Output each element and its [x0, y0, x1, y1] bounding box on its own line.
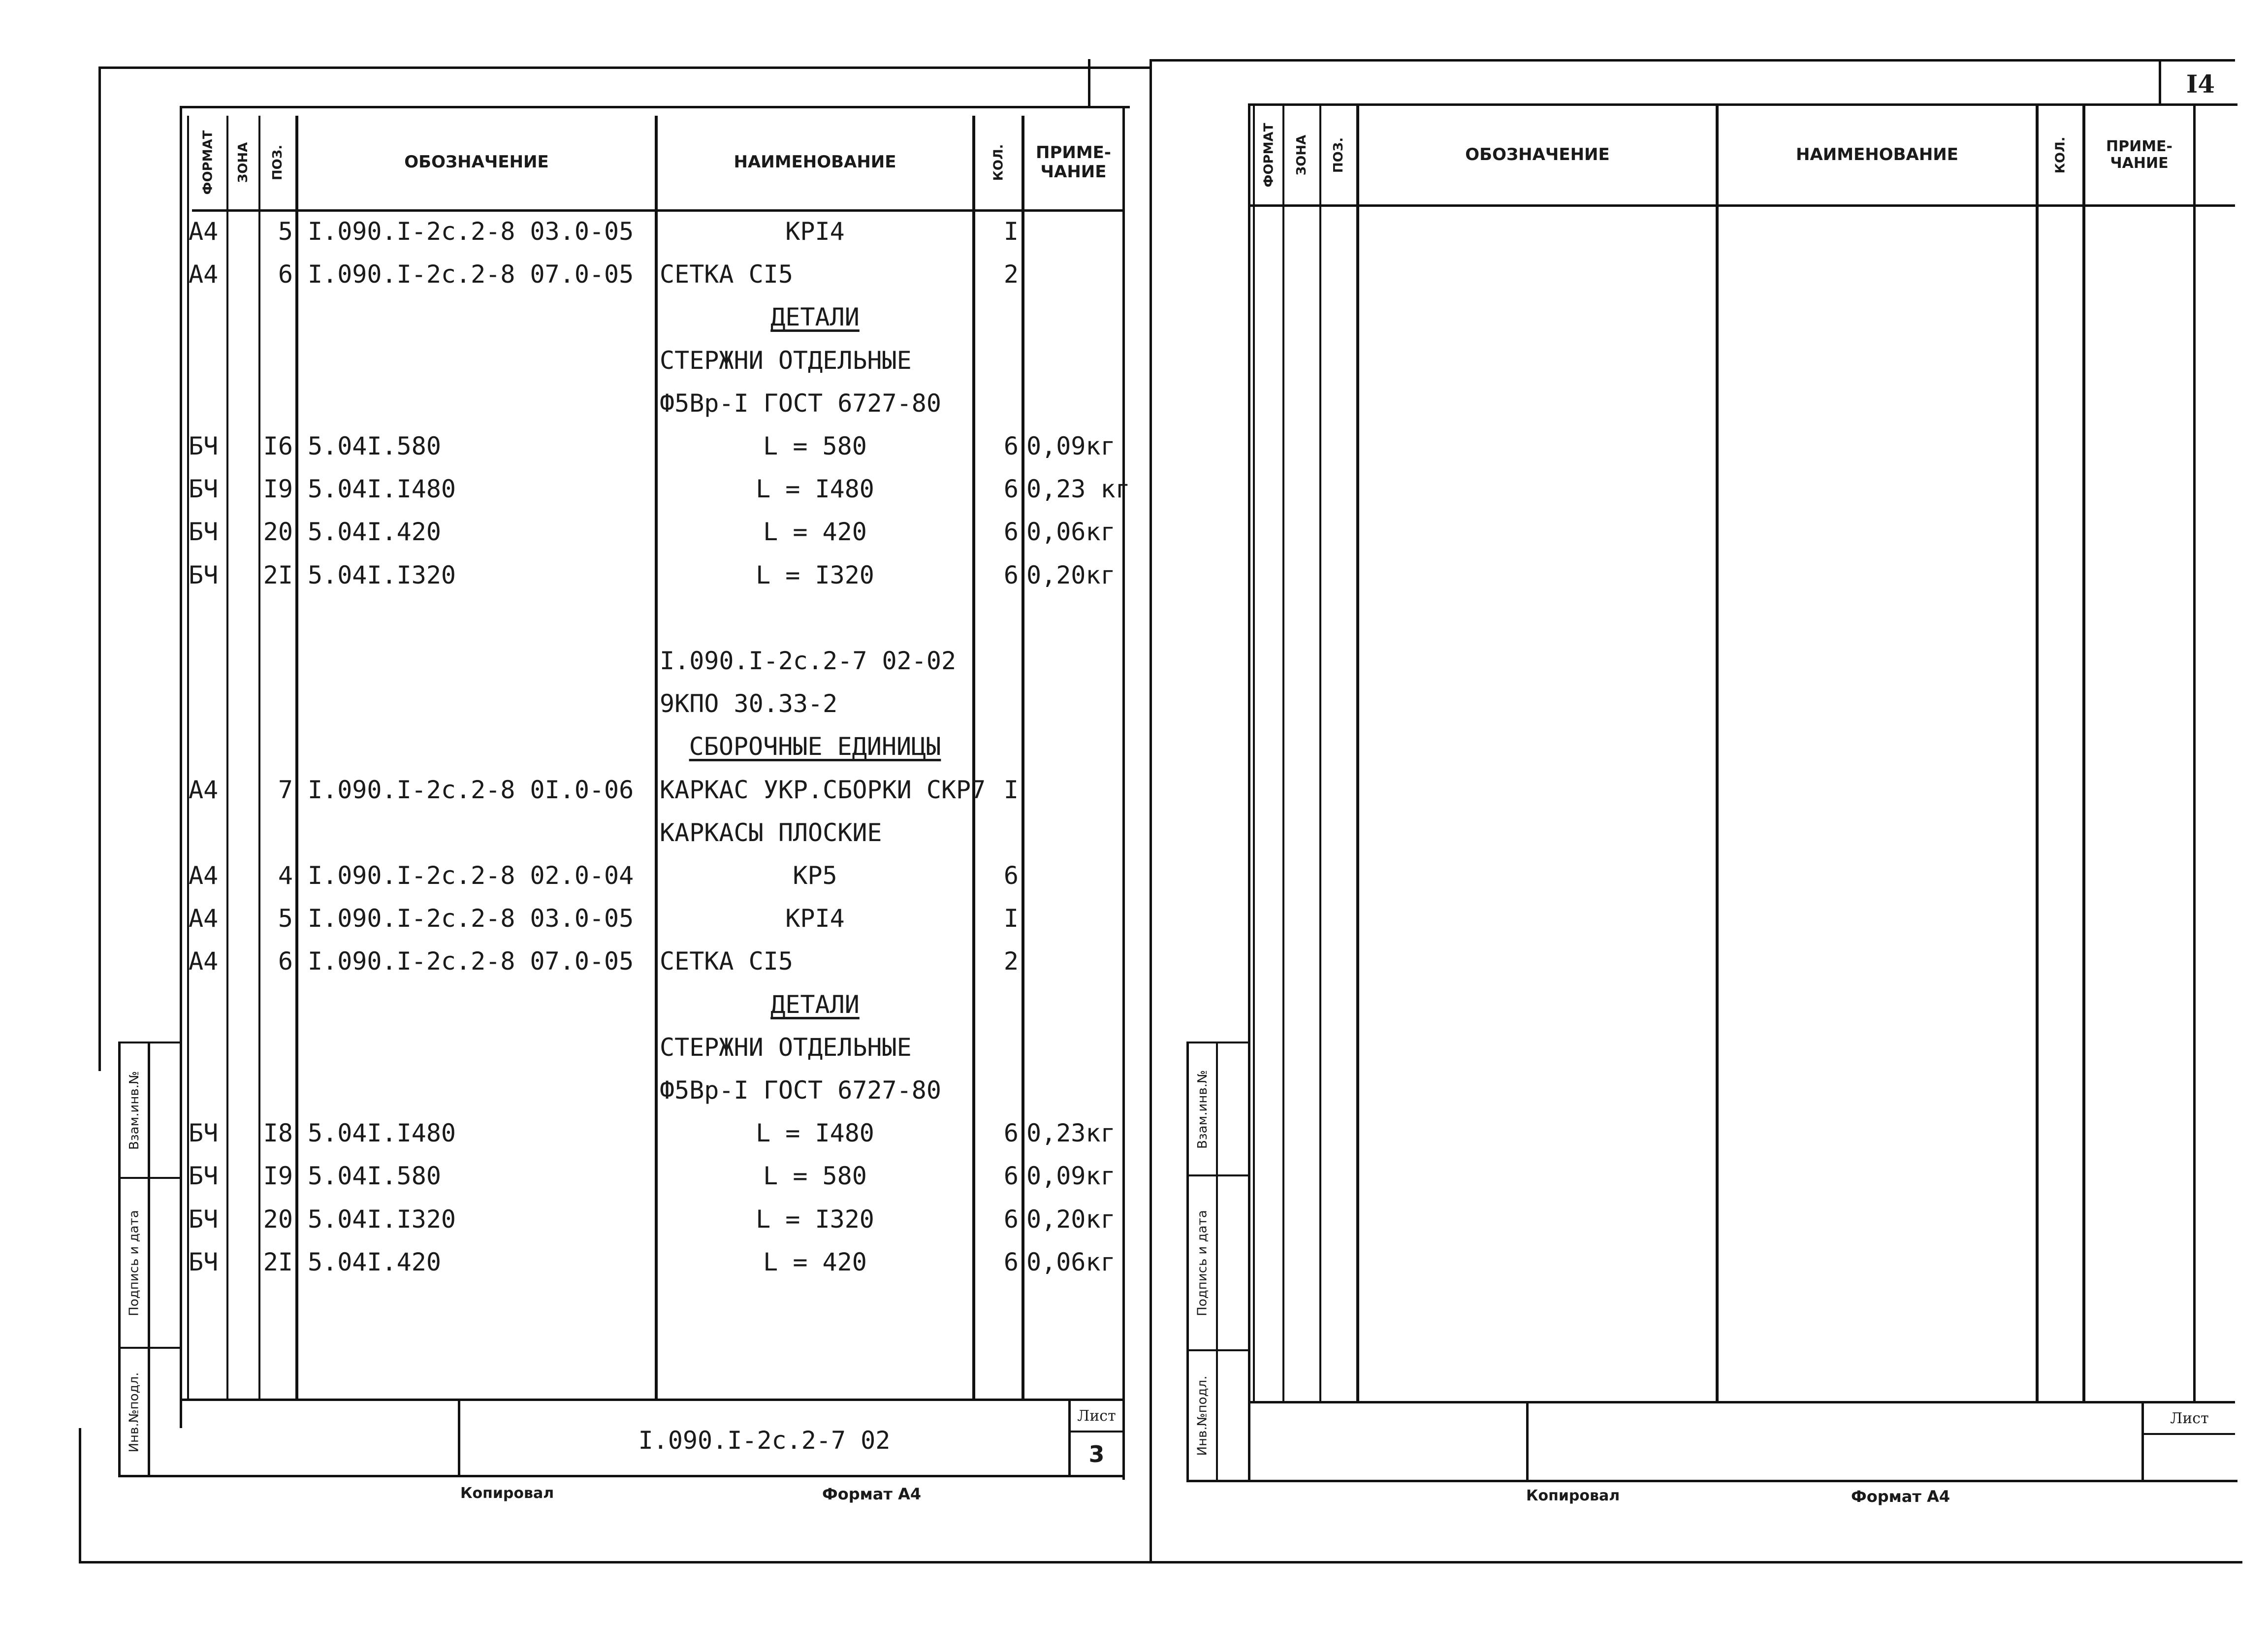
- table-row: [0, 682, 1122, 725]
- pos-cell: [260, 295, 293, 339]
- header-zone: ЗОНА: [236, 142, 251, 183]
- note-cell: [1026, 983, 1125, 1026]
- header-qty: КОЛ.: [990, 144, 1006, 181]
- designation-cell: [308, 983, 652, 1026]
- sheet-label: Лист: [2170, 1409, 2209, 1427]
- qty-cell: 6: [1003, 861, 1019, 890]
- note-cell: [1026, 725, 1125, 768]
- designation-cell: [308, 1026, 652, 1069]
- pos-cell: [260, 983, 293, 1026]
- qty-cell: 6: [1003, 432, 1019, 460]
- table-row: [0, 510, 1122, 554]
- name-cell: СЕТКА СI5: [660, 260, 793, 289]
- format-cell: [189, 1026, 228, 1069]
- table-row: [0, 854, 1122, 897]
- designation-cell: [308, 639, 652, 683]
- side-label-signature-date: Подпись и дата: [127, 1210, 142, 1316]
- qty-cell: 2: [1003, 947, 1019, 976]
- name-cell: L = I480: [756, 1119, 874, 1148]
- header-format: ФОРМАТ: [200, 130, 216, 195]
- name-cell: [660, 596, 974, 640]
- format-cell: А4: [189, 904, 219, 933]
- name-cell: Ф5Вр-I ГОСТ 6727-80: [660, 1076, 941, 1105]
- qty-cell: 6: [1003, 475, 1019, 504]
- name-cell: КАРКАС УКР.СБОРКИ СКР7: [660, 775, 986, 804]
- table-row: [0, 983, 1122, 1026]
- designation-cell: [308, 339, 652, 382]
- note-cell: [1026, 339, 1125, 382]
- note-cell: 0,06кг: [1026, 518, 1116, 547]
- note-cell: [1026, 382, 1125, 425]
- format-cell: [189, 339, 228, 382]
- table-row: [0, 339, 1122, 382]
- format-cell: [189, 682, 228, 725]
- table-row: [0, 295, 1122, 339]
- header-pos: ПОЗ.: [1331, 137, 1346, 173]
- name-cell: КРI4: [785, 904, 845, 933]
- header-name: НАИМЕНОВАНИЕ: [734, 152, 896, 172]
- table-row: [0, 554, 1122, 597]
- designation-cell: [308, 811, 652, 854]
- header-note: ПРИМЕ- ЧАНИЕ: [2106, 137, 2172, 172]
- note-cell: [1026, 1026, 1125, 1069]
- pos-cell: 4: [278, 861, 293, 890]
- pos-cell: [260, 811, 293, 854]
- designation-cell: [308, 682, 652, 725]
- table-row: [0, 940, 1122, 983]
- table-row: [0, 639, 1122, 683]
- designation-cell: 5.04I.I320: [308, 560, 456, 589]
- name-cell: СЕТКА СI5: [660, 947, 793, 976]
- format-cell: БЧ: [189, 1205, 219, 1234]
- table-row: [0, 1154, 1122, 1198]
- pos-cell: [260, 1026, 293, 1069]
- qty-cell: [975, 811, 1019, 854]
- pos-cell: I9: [263, 1162, 293, 1191]
- qty-cell: [975, 339, 1019, 382]
- name-cell: I.090.I-2с.2-7 02-02: [660, 647, 957, 675]
- designation-cell: 5.04I.I480: [308, 475, 456, 504]
- pos-cell: 20: [263, 518, 293, 547]
- name-cell: L = I320: [756, 1205, 874, 1234]
- format-cell: А4: [189, 861, 219, 890]
- note-cell: [1026, 854, 1125, 897]
- side-label-inv-original: Инв.№подл.: [1195, 1375, 1210, 1456]
- header-name: НАИМЕНОВАНИЕ: [1795, 145, 1958, 165]
- format-cell: [189, 1069, 228, 1112]
- designation-cell: 5.04I.420: [308, 1247, 441, 1276]
- name-cell: 9КПО 30.33-2: [660, 689, 838, 718]
- note-cell: [1026, 596, 1125, 640]
- table-row: [0, 1111, 1122, 1155]
- designation-cell: I.090.I-2с.2-8 0I.0-06: [308, 775, 634, 804]
- qty-cell: [975, 382, 1019, 425]
- table-row: [0, 596, 1122, 640]
- format-cell: А4: [189, 217, 219, 246]
- qty-cell: [975, 983, 1019, 1026]
- name-cell: КРI4: [785, 217, 845, 246]
- pos-cell: I6: [263, 432, 293, 460]
- table-row: [0, 897, 1122, 940]
- format-cell: [189, 811, 228, 854]
- format-cell: А4: [189, 260, 219, 289]
- note-cell: [1026, 682, 1125, 725]
- note-cell: 0,09кг: [1026, 1162, 1116, 1191]
- format-cell: БЧ: [189, 475, 219, 504]
- side-label-replace-inv: Взам.инв.№: [127, 1071, 142, 1150]
- name-cell: L = 580: [763, 432, 867, 460]
- pos-cell: I9: [263, 475, 293, 504]
- qty-cell: 6: [1003, 1162, 1019, 1191]
- note-cell: [1026, 253, 1125, 296]
- name-cell: L = 420: [763, 518, 867, 547]
- format-cell: А4: [189, 775, 219, 804]
- note-cell: [1026, 940, 1125, 983]
- name-cell: СТЕРЖНИ ОТДЕЛЬНЫЕ: [660, 1033, 912, 1062]
- name-cell: СБОРОЧНЫЕ ЕДИНИЦЫ: [689, 732, 941, 761]
- designation-cell: 5.04I.580: [308, 432, 441, 460]
- pos-cell: [260, 596, 293, 640]
- qty-cell: 6: [1003, 1205, 1019, 1234]
- format-cell: [189, 639, 228, 683]
- table-row: [0, 253, 1122, 296]
- pos-cell: [260, 639, 293, 683]
- format-cell: БЧ: [189, 1162, 219, 1191]
- format-cell: [189, 295, 228, 339]
- name-cell: КАРКАСЫ ПЛОСКИЕ: [660, 818, 882, 847]
- pos-cell: 5: [278, 217, 293, 246]
- format-cell: БЧ: [189, 1247, 219, 1276]
- name-cell: L = I320: [756, 560, 874, 589]
- side-label-inv-original: Инв.№подл.: [127, 1372, 142, 1452]
- table-row: [0, 210, 1122, 253]
- qty-cell: [975, 1026, 1019, 1069]
- qty-cell: 6: [1003, 1247, 1019, 1276]
- pos-cell: [260, 1069, 293, 1112]
- format-cell: БЧ: [189, 432, 219, 460]
- name-cell: L = 580: [763, 1162, 867, 1191]
- note-cell: [1026, 295, 1125, 339]
- format-cell: БЧ: [189, 518, 219, 547]
- pos-cell: 6: [278, 260, 293, 289]
- designation-cell: [308, 725, 652, 768]
- note-cell: 0,06кг: [1026, 1247, 1116, 1276]
- pos-cell: [260, 339, 293, 382]
- pos-cell: 2I: [263, 1247, 293, 1276]
- footer-format: Формат А4: [1851, 1487, 1950, 1506]
- format-cell: [189, 382, 228, 425]
- qty-cell: [975, 1069, 1019, 1112]
- qty-cell: [975, 596, 1019, 640]
- qty-cell: [975, 639, 1019, 683]
- table-row: [0, 467, 1130, 511]
- name-cell: L = 420: [763, 1247, 867, 1276]
- table-row: [0, 424, 1122, 468]
- designation-cell: [308, 382, 652, 425]
- table-row: [0, 1026, 1122, 1069]
- qty-cell: 2: [1003, 260, 1019, 289]
- qty-cell: I: [1003, 217, 1019, 246]
- designation-cell: [308, 295, 652, 339]
- pos-cell: [260, 725, 293, 768]
- note-cell: 0,20кг: [1026, 1205, 1116, 1234]
- header-designation: ОБОЗНАЧЕНИЕ: [404, 152, 549, 172]
- designation-cell: 5.04I.I320: [308, 1205, 456, 1234]
- sheet-label: Лист: [1077, 1407, 1116, 1425]
- header-designation: ОБОЗНАЧЕНИЕ: [1465, 145, 1610, 165]
- name-cell: Ф5Вр-I ГОСТ 6727-80: [660, 389, 941, 418]
- pos-cell: 7: [278, 775, 293, 804]
- qty-cell: I: [1003, 775, 1019, 804]
- designation-cell: I.090.I-2с.2-8 07.0-05: [308, 947, 634, 976]
- name-cell: ДЕТАЛИ: [770, 303, 860, 332]
- note-cell: 0,23кг: [1026, 1119, 1116, 1148]
- header-format: ФОРМАТ: [1261, 123, 1276, 188]
- note-cell: [1026, 1069, 1125, 1112]
- table-row: [0, 1240, 1122, 1284]
- designation-cell: 5.04I.I480: [308, 1119, 456, 1148]
- designation-cell: I.090.I-2с.2-8 02.0-04: [308, 861, 634, 890]
- note-cell: [1026, 639, 1125, 683]
- qty-cell: [975, 725, 1019, 768]
- designation-cell: [308, 596, 652, 640]
- doc-number: I.090.I-2с.2-7 02: [638, 1426, 891, 1455]
- format-cell: БЧ: [189, 1119, 219, 1148]
- format-cell: А4: [189, 947, 219, 976]
- table-row: [0, 382, 1122, 425]
- qty-cell: I: [1003, 904, 1019, 933]
- side-label-replace-inv: Взам.инв.№: [1195, 1070, 1210, 1149]
- note-cell: [1026, 210, 1125, 253]
- designation-cell: I.090.I-2с.2-8 03.0-05: [308, 217, 634, 246]
- qty-cell: 6: [1003, 560, 1019, 589]
- footer-copied: Копировал: [1526, 1487, 1620, 1504]
- pos-cell: 2I: [263, 560, 293, 589]
- note-cell: 0,09кг: [1026, 432, 1116, 460]
- pos-cell: 20: [263, 1205, 293, 1234]
- name-cell: СТЕРЖНИ ОТДЕЛЬНЫЕ: [660, 346, 912, 375]
- designation-cell: I.090.I-2с.2-8 03.0-05: [308, 904, 634, 933]
- sheet-number: 3: [1088, 1440, 1105, 1467]
- table-row: [0, 1069, 1122, 1112]
- qty-cell: 6: [1003, 518, 1019, 547]
- footer-format: Формат А4: [822, 1485, 922, 1503]
- page-number: I4: [2186, 69, 2215, 98]
- note-cell: [1026, 811, 1125, 854]
- note-cell: 0,20кг: [1026, 560, 1116, 589]
- qty-cell: [975, 295, 1019, 339]
- designation-cell: [308, 1069, 652, 1112]
- pos-cell: [260, 682, 293, 725]
- designation-cell: 5.04I.420: [308, 518, 441, 547]
- note-cell: [1026, 768, 1125, 812]
- pos-cell: 5: [278, 904, 293, 933]
- designation-cell: 5.04I.580: [308, 1162, 441, 1191]
- table-row: [0, 811, 1122, 854]
- header-zone: ЗОНА: [1294, 134, 1310, 176]
- format-cell: [189, 983, 228, 1026]
- pos-cell: [260, 382, 293, 425]
- side-label-signature-date: Подпись и дата: [1195, 1210, 1210, 1316]
- pos-cell: 6: [278, 947, 293, 976]
- qty-cell: [975, 682, 1019, 725]
- header-note: ПРИМЕ- ЧАНИЕ: [1036, 142, 1111, 182]
- table-row: [0, 768, 1122, 812]
- table-row: [0, 1198, 1122, 1241]
- note-cell: [1026, 897, 1125, 940]
- designation-cell: I.090.I-2с.2-8 07.0-05: [308, 260, 634, 289]
- note-cell: 0,23 кг: [1026, 475, 1130, 504]
- format-cell: БЧ: [189, 560, 219, 589]
- name-cell: КР5: [793, 861, 837, 890]
- header-pos: ПОЗ.: [270, 144, 286, 181]
- header-qty: КОЛ.: [2053, 136, 2068, 174]
- name-cell: L = I480: [756, 475, 874, 504]
- name-cell: ДЕТАЛИ: [770, 990, 860, 1019]
- qty-cell: 6: [1003, 1119, 1019, 1148]
- format-cell: [189, 725, 228, 768]
- format-cell: [189, 596, 228, 640]
- table-row: [0, 725, 1122, 768]
- pos-cell: I8: [263, 1119, 293, 1148]
- footer-copied: Копировал: [460, 1485, 554, 1502]
